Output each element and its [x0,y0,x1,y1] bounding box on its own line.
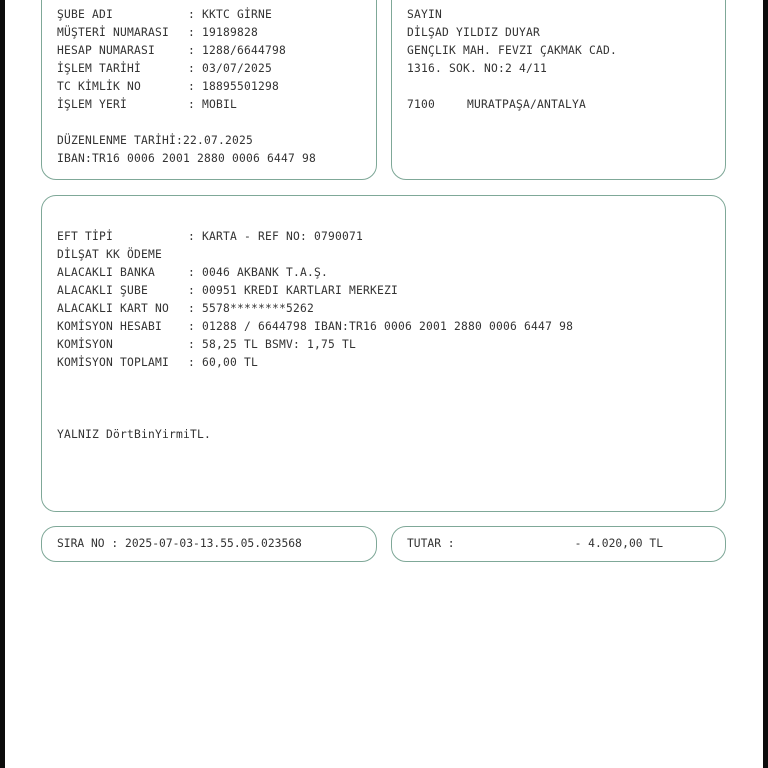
salutation: SAYIN [407,8,443,21]
transaction-date-row: İŞLEM TARİHİ : 03/07/2025 [57,62,273,75]
tc-id-row: TC KİMLİK NO : 18895501298 [57,80,280,93]
transfer-description: DİLŞAT KK ÖDEME [57,248,163,261]
postal-code: 7100 [407,98,436,111]
scan-edge-right [763,0,768,768]
creditor-bank-row: ALACAKLI BANKA : 0046 AKBANK T.A.Ş. [57,266,329,279]
address-line-1: GENÇLIK MAH. FEVZI ÇAKMAK CAD. [407,44,618,57]
scan-edge-left [0,0,5,768]
creditor-card-row: ALACAKLI KART NO : 5578********5262 [57,302,315,315]
sequence-number: SIRA NO : 2025-07-03-13.55.05.023568 [57,537,302,550]
recipient-box [391,0,726,180]
amount-value: - 4.020,00 TL [574,537,663,550]
fee-account-row: KOMİSYON HESABI : 01288 / 6644798 IBAN:TR16 0006 2001 2880 0006 6447 98 [57,320,574,333]
amount-in-words: YALNIZ DörtBinYirmiTL. [57,428,212,441]
address-line-2: 1316. SOK. NO:2 4/11 [407,62,548,75]
branch-info-box [41,0,377,180]
eft-type-row: EFT TİPİ : KARTA - REF NO: 0790071 [57,230,364,243]
postal-city [407,96,586,114]
transfer-details-box [41,195,726,512]
fee-total-row: KOMİSYON TOPLAMI : 60,00 TL [57,356,259,369]
customer-number-row: MÜŞTERİ NUMARASI : 19189828 [57,26,259,39]
creditor-branch-row: ALACAKLI ŞUBE : 00951 KREDI KARTLARI MERKEZI [57,284,399,297]
issue-date: DÜZENLENME TARİHİ:22.07.2025 [57,134,254,147]
amount-label: TUTAR : [407,537,455,550]
account-iban: IBAN:TR16 0006 2001 2880 0006 6447 98 [57,152,317,165]
sequence-box [41,526,377,562]
amount-box [391,526,726,562]
branch-row: ŞUBE ADI : KKTC GİRNE [57,8,273,21]
city: MURATPAŞA/ANTALYA [467,98,587,111]
recipient-name: DİLŞAD YILDIZ DUYAR [407,26,541,39]
fee-row: KOMİSYON : 58,25 TL BSMV: 1,75 TL [57,338,357,351]
transaction-place-row: İŞLEM YERİ : MOBIL [57,98,238,111]
account-number-row: HESAP NUMARASI : 1288/6644798 [57,44,287,57]
